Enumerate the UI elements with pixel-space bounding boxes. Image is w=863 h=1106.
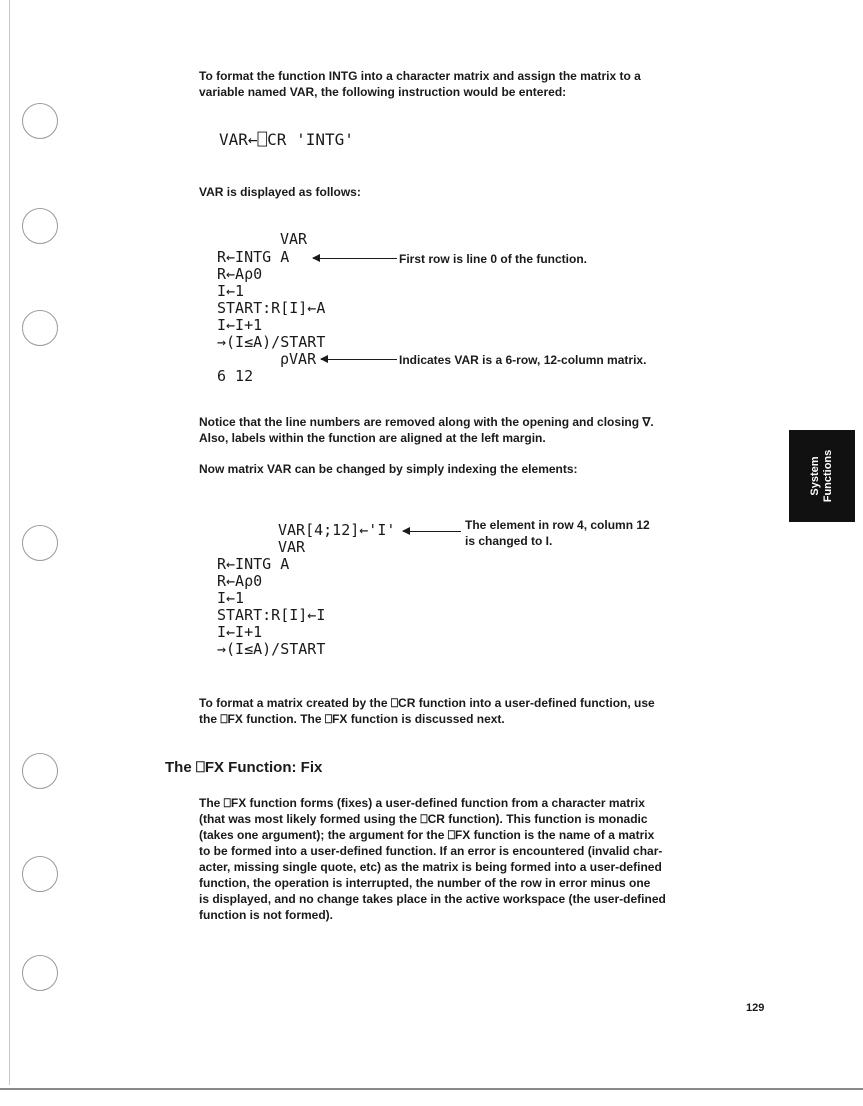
display1-line-result: 6 12 [217, 367, 254, 385]
note-row0: First row is line 0 of the function. [399, 252, 588, 266]
display2-line-assign: VAR[4;12]←'I' [278, 521, 396, 539]
binder-hole-5 [22, 753, 58, 789]
note-rho: Indicates VAR is a 6-row, 12-column matrix. [399, 353, 647, 367]
page-number: 129 [746, 1002, 765, 1014]
arrow-rho-icon [321, 359, 397, 360]
to-format-line-1: To format a matrix created by the ⎕CR function into a user-defined function, use [199, 696, 655, 710]
note-element-line-1: The element in row 4, column 12 [465, 518, 650, 532]
bottom-page-edge [0, 1088, 863, 1090]
fx-line-1: The ⎕FX function forms (fixes) a user-defined function from a character matrix [199, 796, 645, 810]
notice-line-1: Notice that the line numbers are removed along with the opening and closing ∇. [199, 415, 654, 429]
display2-line-5: START:R[I]←I [217, 606, 326, 624]
fx-line-6: function, the operation is interrupted, the number of the row in error minus one [199, 876, 651, 890]
display1-line-4: START:R[I]←A [217, 299, 326, 317]
display2-line-var: VAR [278, 538, 306, 556]
displayed-intro: VAR is displayed as follows: [199, 185, 361, 199]
binder-hole-2 [22, 208, 58, 244]
binder-hole-6 [22, 856, 58, 892]
display1-line-rho: ρVAR [280, 350, 317, 368]
display1-line-var: VAR [280, 230, 308, 248]
instruction-code: VAR←⎕CR 'INTG' [219, 130, 354, 149]
section-tab-line-2: Functions [822, 449, 834, 503]
display2-line-header: R←INTG A [217, 555, 290, 573]
left-page-edge [9, 0, 10, 1085]
binder-hole-1 [22, 103, 58, 139]
binder-hole-3 [22, 310, 58, 346]
fx-line-8: function is not formed). [199, 908, 333, 922]
display2-line-7: →(I≤A)/START [217, 640, 326, 658]
intro-line-2: variable named VAR, the following instruction would be entered: [199, 85, 567, 99]
display1-line-header: R←INTG A [217, 248, 290, 266]
fx-line-5: acter, missing single quote, etc) as the matrix is being formed into a user-defined [199, 860, 662, 874]
fx-line-7: is displayed, and no change takes place in the active workspace (the user-defined [199, 892, 666, 906]
note-element-line-2: is changed to I. [465, 534, 553, 548]
fx-line-2: (that was most likely formed using the ⎕CR function). This function is monadic [199, 812, 648, 826]
display1-line-5: I←I+1 [217, 316, 263, 334]
arrow-row0-icon [313, 258, 397, 259]
display1-line-6: →(I≤A)/START [217, 333, 326, 351]
display2-line-6: I←I+1 [217, 623, 263, 641]
section-heading: The ⎕FX Function: Fix [165, 759, 323, 776]
notice-line-2: Also, labels within the function are aligned at the left margin. [199, 431, 546, 445]
display2-line-3: R←Aρ0 [217, 572, 263, 590]
fx-line-4: to be formed into a user-defined function. If an error is encountered (invalid char- [199, 844, 663, 858]
display1-line-2: R←Aρ0 [217, 265, 263, 283]
display2-line-4: I←1 [217, 589, 245, 607]
section-tab-line-1: System [809, 456, 821, 496]
now-matrix-text: Now matrix VAR can be changed by simply indexing the elements: [199, 462, 578, 476]
intro-line-1: To format the function INTG into a character matrix and assign the matrix to a [199, 69, 641, 83]
arrow-element-icon [403, 531, 461, 532]
to-format-line-2: the ⎕FX function. The ⎕FX function is discussed next. [199, 712, 505, 726]
binder-hole-7 [22, 955, 58, 991]
binder-hole-4 [22, 525, 58, 561]
section-tab [789, 430, 855, 522]
section-tab-label [809, 450, 835, 503]
fx-line-3: (takes one argument); the argument for the ⎕FX function is the name of a matrix [199, 828, 655, 842]
display1-line-3: I←1 [217, 282, 245, 300]
